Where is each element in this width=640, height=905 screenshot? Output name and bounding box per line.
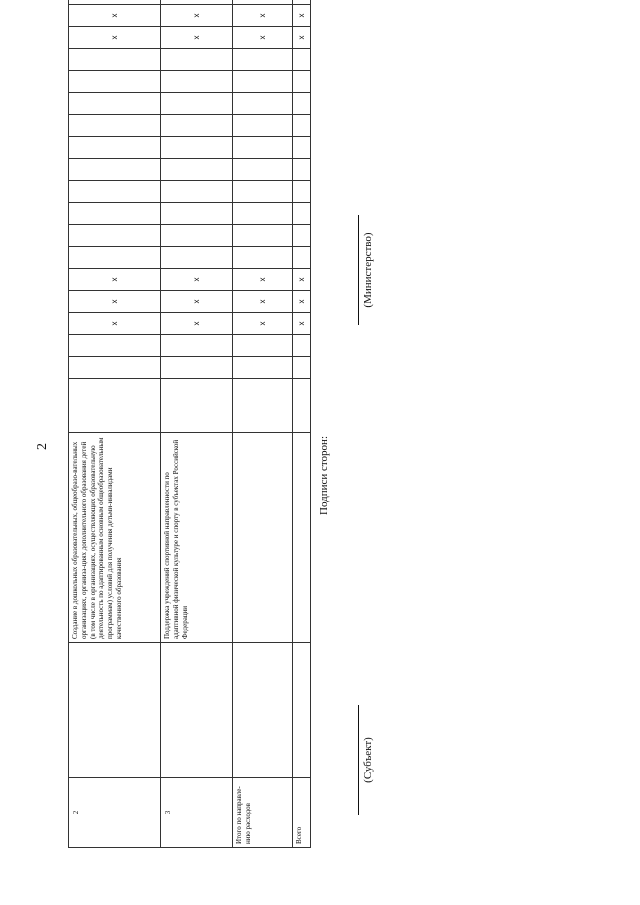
signature-ministry-label: (Министерство): [362, 232, 374, 308]
table-row: [293, 0, 311, 848]
signature-line: [358, 215, 359, 325]
signature-ministry: [358, 195, 374, 345]
row-number: 3: [161, 778, 233, 848]
mark-cell: x: [161, 269, 233, 291]
total-direction-label: Итого по направле-нию расходов: [233, 778, 293, 848]
mark-cell: x: [293, 269, 311, 291]
mark-cell: x: [161, 291, 233, 313]
empty-cell: [161, 643, 233, 778]
signature-subject-label: (Субъект): [362, 737, 374, 783]
table-row: [69, 0, 161, 848]
empty-cell: [293, 433, 311, 643]
empty-cell: [233, 433, 293, 643]
mark-cell: x: [69, 5, 161, 27]
signature-subject: [358, 685, 374, 835]
mark-cell: x: [233, 269, 293, 291]
mark-cell: x: [161, 27, 233, 49]
empty-cell: [233, 643, 293, 778]
expenses-table: [68, 0, 311, 848]
page-number: 2: [35, 443, 50, 450]
signature-line: [358, 705, 359, 815]
signatures-heading: Подписи сторон:: [318, 435, 330, 515]
mark-cell: x: [69, 291, 161, 313]
mark-cell: x: [69, 269, 161, 291]
row-number: 2: [69, 778, 161, 848]
table-row: [161, 0, 233, 848]
grand-total-label: Всего: [293, 778, 311, 848]
mark-cell: x: [293, 27, 311, 49]
row-description: Поддержка учреждений спортивной направленности по адаптивной физической культуре и спорту в субъектах Российской Федерации: [161, 433, 233, 643]
mark-cell: x: [293, 313, 311, 335]
row-description: Создание в дошкольных образовательных, общеобразо-вательных организациях, организа-циях дополнительного образования детей (в том числе в организациях, осуществляющих образовательную деятельность по адаптированным основным общеобразовательным программам) условий для получения детьми-инвалидами качественного образования: [69, 433, 161, 643]
mark-cell: x: [69, 313, 161, 335]
mark-cell: x: [233, 291, 293, 313]
table-row: [233, 0, 293, 848]
mark-cell: x: [293, 5, 311, 27]
mark-cell: x: [233, 27, 293, 49]
mark-cell: [293, 0, 311, 5]
mark-cell: x: [161, 5, 233, 27]
mark-cell: x: [233, 5, 293, 27]
empty-cell: [293, 643, 311, 778]
empty-cell: [69, 643, 161, 778]
mark-cell: x: [161, 313, 233, 335]
mark-cell: x: [233, 313, 293, 335]
mark-cell: x: [69, 27, 161, 49]
mark-cell: x: [293, 291, 311, 313]
